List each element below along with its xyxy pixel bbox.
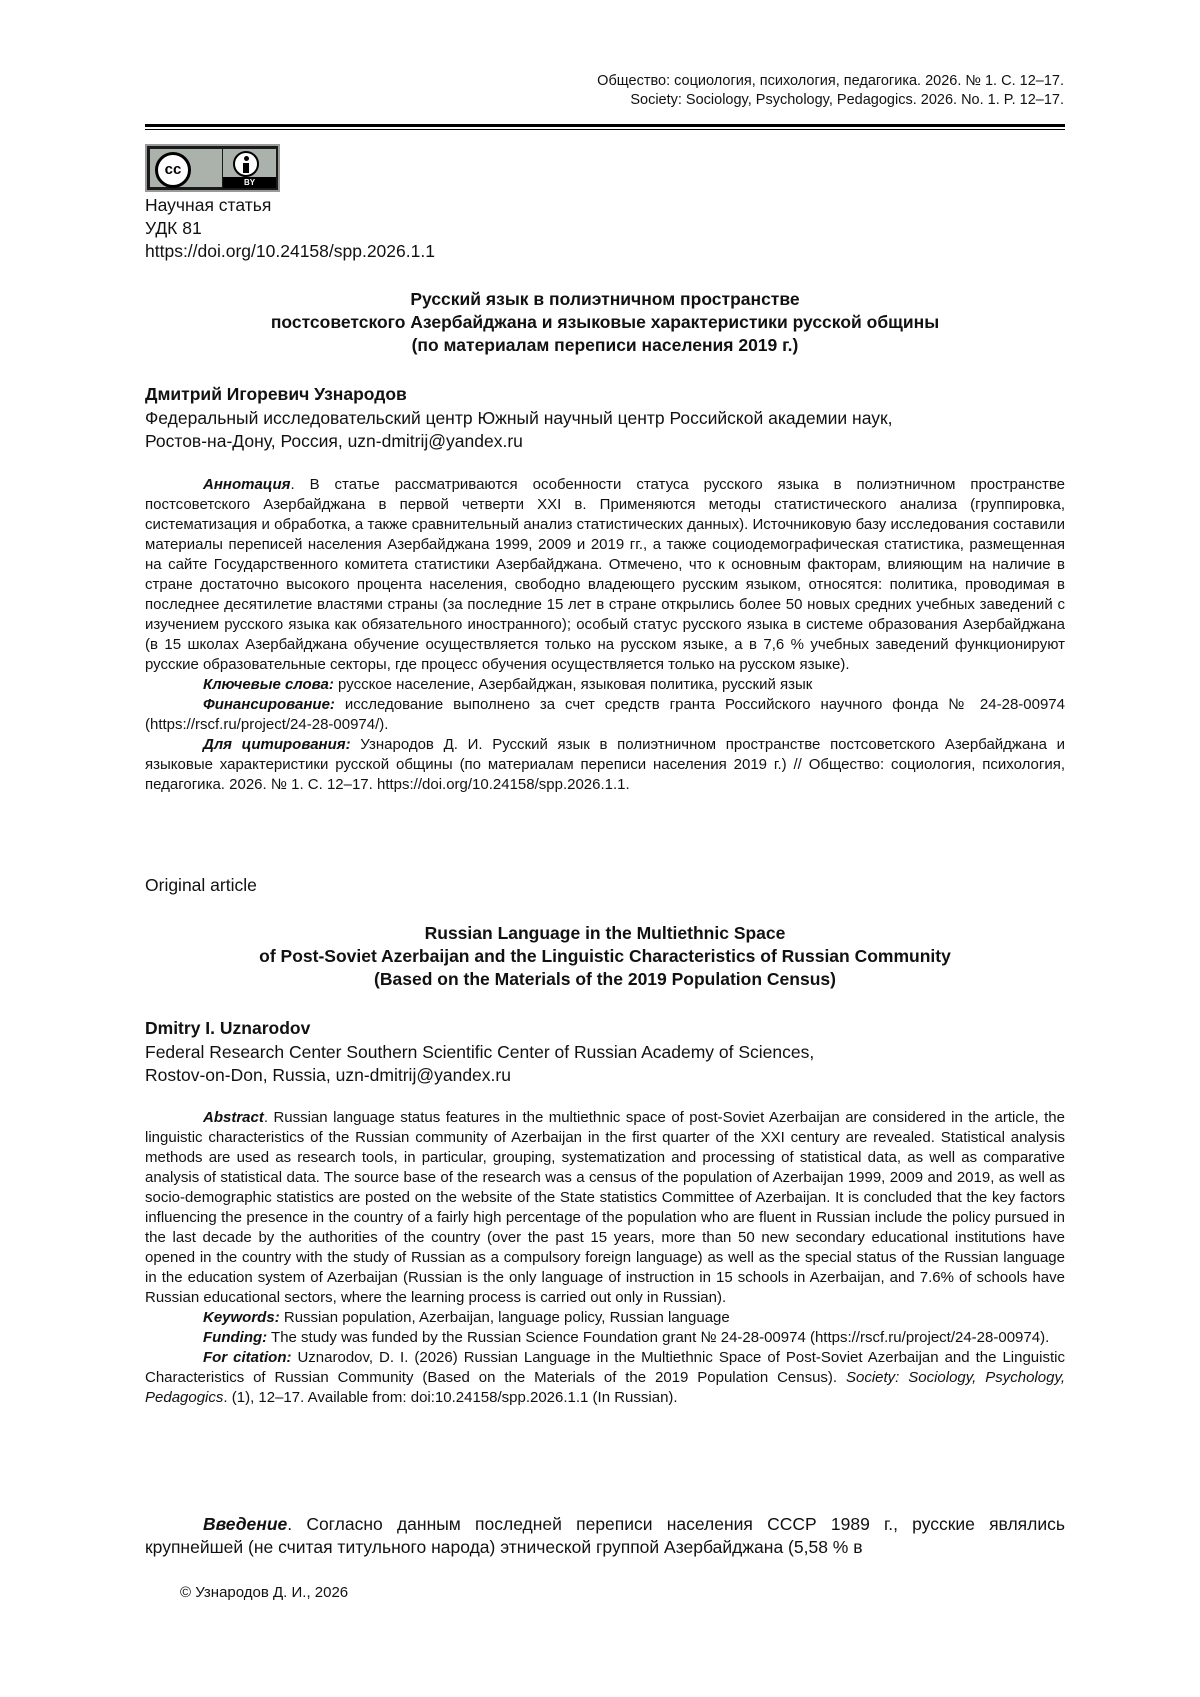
citation-en: For citation: Uznarodov, D. I. (2026) Russian Language in the Multiethnic Space of Post-Soviet Azerbaijan and the Linguistic Characteristics of Russian Community (Based on the Materials of the 2019 Population Census). Society: Sociology, Psychology, Pedagogics. (1), 12–17. Available from: doi:10.24158/spp.2026.1.1 (In Russian). (145, 1349, 1065, 1406)
author-name-ru: Дмитрий Игоревич Узнародов (145, 384, 407, 404)
abstract-en-body: Abstract. Russian language status features in the multiethnic space of post-Soviet Azerbaijan are considered in the article, the linguistic characteristics of the Russian community of Azerbaijan in the first quarter of the XXI century are revealed. Statistical analysis methods are used as research tools, in particular, grouping, systematization and processing of statistical data, as well as comparative analysis of statistical data. The source base of the research was a census of the population of Azerbaijan 1999, 2009 and 2019, as well as socio-demographic statistics are posted on the website of the State statistics Committee of Azerbaijan. It is concluded that the key factors influencing the presence in the country of a fairly high percentage of the population who are fluent in Russian include the policy pursued in the last decade by the authorities of the country (over the past 15 years, more than 50 new secondary educational institutions have opened in the country with the study of Russian as a compulsory foreign language) as well as the special status of the Russian language in the education system of Azerbaijan (Russian is the only language of instruction in 15 schools in Azerbaijan, and 7.6% of schools have Russian educational sectors, where the learning process is carried out only in Russian). (145, 1109, 1065, 1306)
running-head-en: Society: Sociology, Psychology, Pedagogics. 2026. No. 1. P. 12–17. (630, 92, 1064, 108)
introduction-heading: Введение (203, 1514, 288, 1534)
copyright-notice: © Узнародов Д. И., 2026 (180, 1584, 349, 1601)
article-type-en: Original article (145, 875, 257, 895)
funding-en: Funding: The study was funded by the Russian Science Foundation grant № 24-28-00974 (https://rscf.ru/project/24-28-00974). (203, 1329, 1050, 1346)
funding-ru: Финансирование: исследование выполнено за счет средств гранта Российского научного фонда № 24-28-00974 (https://rscf.ru/project/24-28-00974/). (145, 696, 1065, 733)
abstract-ru-body: Аннотация. В статье рассматриваются особенности статуса русского языка в полиэтничном пространстве постсоветского Азербайджана в первой четверти XXI в. Применяются методы статистического анализа (группировка, систематизация и обработка, а также сравнительный анализ статистических данных). Источниковую базу исследования составили материалы переписей населения Азербайджана 1999, 2009 и 2019 гг., а также социодемографическая статистика, размещенная на сайте Государственного комитета статистики Азербайджана. Отмечено, что к основным факторам, влияющим на наличие в стране достаточно высокого процента населения, свободно владеющего русским языком, относятся: политика, проводимая в последнее десятилетие властями страны (за последние 15 лет в стране открылись более 50 новых средних учебных заведений с изучением русского языка как обязательного иностранного); особый статус русского языка в системе образования Азербайджана (в 15 школах Азербайджана обучение осуществляется только на русском языке, а в 7,6 % учебных заведений функционируют русские образовательные секторы, где процесс обучения осуществляется только на русском языке). (145, 476, 1065, 673)
title-ru: Русский язык в полиэтничном пространстве постсоветского Азербайджана и языковые характеристики русской общины (по материалам переписи населения 2019 г.) (270, 289, 940, 355)
udc-code: УДК 81 (145, 218, 202, 238)
introduction-text: . Согласно данным последней переписи населения СССР 1989 г., русские являлись крупнейшей (не считая титульного народа) этнической группой Азербайджана (5,58 % в (145, 1514, 1065, 1557)
article-type-ru: Научная статья (145, 195, 272, 215)
abstract-en (145, 1108, 1065, 1408)
abstract-ru (145, 475, 1065, 795)
title-en: Russian Language in the Multiethnic Space of Post-Soviet Azerbaijan and the Linguistic Characteristics of Russian Community (Based on the Materials of the 2019 Population Census) (259, 923, 951, 989)
cc-by-license-badge[interactable] (145, 144, 280, 192)
affiliation-ru: Федеральный исследовательский центр Южный научный центр Российской академии наук, Ростов-на-Дону, Россия, uzn-dmitrij@yandex.ru (145, 408, 893, 451)
running-head (597, 72, 1064, 110)
keywords-en: Keywords: Russian population, Azerbaijan, language policy, Russian language (203, 1309, 730, 1326)
article-meta (145, 194, 435, 263)
by-label: BY (223, 177, 276, 188)
running-head-ru: Общество: социология, психология, педагогика. 2026. № 1. С. 12–17. (597, 73, 1064, 89)
person-icon (233, 151, 259, 177)
header-rule (145, 124, 1065, 130)
doi-link[interactable]: https://doi.org/10.24158/spp.2026.1.1 (145, 241, 435, 261)
abstract-ru-label: Аннотация (203, 476, 291, 493)
affiliation-en: Federal Research Center Southern Scientific Center of Russian Academy of Sciences, Rostov-on-Don, Russia, uzn-dmitrij@yandex.ru (145, 1042, 815, 1085)
introduction (145, 1513, 1065, 1559)
author-name-en: Dmitry I. Uznarodov (145, 1018, 311, 1038)
citation-ru: Для цитирования: Узнародов Д. И. Русский язык в полиэтничном пространстве постсоветского Азербайджана и языковые характеристики русской общины (по материалам переписи населения 2019 г.) // Общество: социология, психология, педагогика. 2026. № 1. С. 12–17. https://doi.org/10.24158/spp.2026.1.1. (145, 736, 1065, 793)
cc-icon: cc (155, 152, 191, 188)
citation-journal-name: Society: Sociology, Psychology, Pedagogics (145, 1369, 1065, 1406)
keywords-ru: Ключевые слова: русское население, Азербайджан, языковая политика, русский язык (203, 676, 813, 693)
abstract-en-label: Abstract (203, 1109, 264, 1126)
